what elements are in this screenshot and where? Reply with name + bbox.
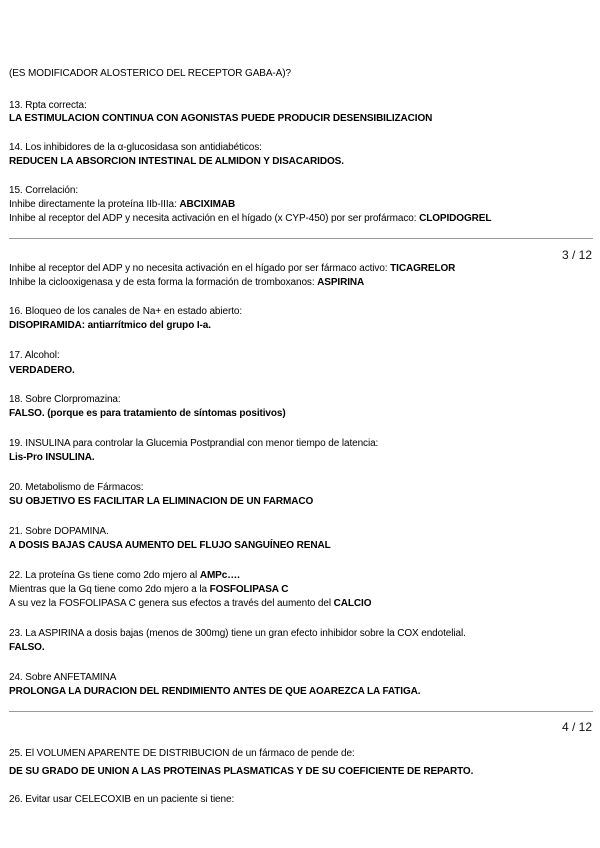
plain-text: 21. Sobre DOPAMINA. — [9, 526, 109, 537]
text-line — [9, 277, 364, 289]
bold-text: SU OBJETIVO ES FACILITAR LA ELIMINACION DE UN FARMACO — [9, 496, 314, 507]
plain-text: 18. Sobre Clorpromazina: — [9, 394, 121, 405]
text-line — [9, 672, 116, 684]
page-divider — [9, 711, 593, 712]
text-line — [9, 365, 75, 377]
plain-text: 23. La ASPIRINA a dosis bajas (menos de 300mg) tiene un gran efecto inhibidor sobre la COX endotelial. — [9, 628, 466, 639]
plain-text: Inhibe al receptor del ADP y necesita activación en el hígado (x CYP-450) por ser profármaco: — [9, 213, 420, 224]
page-number: 4 / 12 — [561, 720, 592, 734]
plain-text: 22. La proteína Gs tiene como 2do mjero al — [9, 570, 200, 581]
text-line — [9, 748, 355, 760]
plain-text: 19. INSULINA para controlar la Glucemia Postprandial con menor tiempo de latencia: — [9, 438, 379, 449]
plain-text: Inhibe al receptor del ADP y no necesita activación en el hígado por ser fármaco activo: — [9, 263, 391, 274]
page-number: 3 / 12 — [561, 248, 592, 262]
bold-text: FOSFOLIPASA C — [209, 584, 289, 595]
text-line — [9, 438, 378, 450]
text-line — [9, 482, 143, 494]
text-line — [9, 452, 95, 464]
text-line — [9, 320, 211, 332]
bold-text: FALSO. (porque es para tratamiento de síntomas positivos) — [9, 408, 286, 419]
text-line — [9, 584, 288, 596]
text-line — [9, 100, 87, 112]
plain-text: (ES MODIFICADOR ALOSTERICO DEL RECEPTOR GABA-A)? — [9, 68, 291, 79]
plain-text: 25. El VOLUMEN APARENTE DE DISTRIBUCION de un fármaco de pende de: — [9, 748, 355, 759]
bold-text: REDUCEN LA ABSORCION INTESTINAL DE ALMIDON Y DISACARIDOS. — [9, 156, 344, 167]
text-line — [9, 598, 371, 610]
bold-text: DISOPIRAMIDA: antiarrítmico del grupo I-a. — [9, 320, 211, 331]
text-line — [9, 306, 242, 318]
text-line — [9, 68, 291, 80]
bold-text: CALCIO — [333, 598, 372, 609]
text-line — [9, 496, 313, 508]
text-line — [9, 526, 109, 538]
text-line — [9, 394, 121, 406]
text-line — [9, 213, 491, 225]
bold-text: ASPIRINA — [317, 277, 365, 288]
text-line — [9, 350, 60, 362]
text-line — [9, 263, 455, 275]
text-line — [9, 199, 235, 211]
bold-text: FALSO. — [9, 642, 45, 653]
plain-text: A su vez la FOSFOLIPASA C genera sus efectos a través del aumento del — [9, 598, 334, 609]
plain-text: Inhibe directamente la proteína IIb-IIIa: — [9, 199, 180, 210]
text-line — [9, 408, 286, 420]
bold-text: PROLONGA LA DURACION DEL RENDIMIENTO ANTES DE QUE AOAREZCA LA FATIGA. — [9, 686, 421, 697]
text-line — [9, 113, 432, 125]
text-line — [9, 570, 240, 582]
bold-text: AMPc…. — [199, 570, 240, 581]
plain-text: 14. Los inhibidores de la α-glucosidasa son antidiabéticos: — [9, 142, 262, 153]
bold-text: A DOSIS BAJAS CAUSA AUMENTO DEL FLUJO SANGUÍNEO RENAL — [9, 540, 331, 551]
page-divider — [9, 238, 593, 239]
plain-text: Inhibe la ciclooxigenasa y de esta forma la formación de tromboxanos: — [9, 277, 318, 288]
text-line — [9, 794, 234, 806]
text-line — [9, 142, 262, 154]
text-line — [9, 540, 331, 552]
plain-text: 15. Correlación: — [9, 185, 78, 196]
bold-text: TICAGRELOR — [390, 263, 456, 274]
plain-text: Mientras que la Gq tiene como 2do mjero a la — [9, 584, 210, 595]
text-line — [9, 766, 473, 778]
plain-text: 26. Evitar usar CELECOXIB en un paciente si tiene: — [9, 794, 235, 805]
bold-text: VERDADERO. — [9, 365, 75, 376]
bold-text: Lis-Pro INSULINA. — [9, 452, 95, 463]
plain-text: 16. Bloqueo de los canales de Na+ en estado abierto: — [9, 306, 243, 317]
plain-text: 20. Metabolismo de Fármacos: — [9, 482, 144, 493]
text-line — [9, 686, 420, 698]
plain-text: 17. Alcohol: — [9, 350, 60, 361]
text-line — [9, 628, 466, 640]
text-line — [9, 642, 45, 654]
text-line — [9, 156, 344, 168]
text-line — [9, 185, 78, 197]
plain-text: 24. Sobre ANFETAMINA — [9, 672, 117, 683]
bold-text: DE SU GRADO DE UNION A LAS PROTEINAS PLASMATICAS Y DE SU COEFICIENTE DE REPARTO. — [9, 766, 474, 777]
bold-text: LA ESTIMULACION CONTINUA CON AGONISTAS PUEDE PRODUCIR DESENSIBILIZACION — [9, 113, 433, 124]
bold-text: CLOPIDOGREL — [419, 213, 492, 224]
bold-text: ABCIXIMAB — [179, 199, 236, 210]
plain-text: 13. Rpta correcta: — [9, 100, 87, 111]
